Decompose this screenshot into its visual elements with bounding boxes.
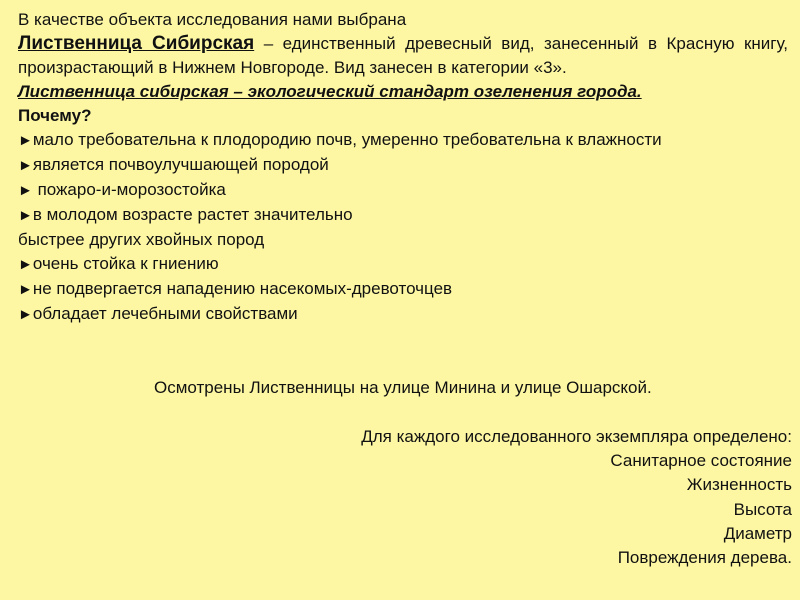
bullet-arrow-icon: ► — [18, 207, 33, 224]
list-item: ►в молодом возрасте растет значительно — [18, 205, 353, 224]
intro-text: В качестве объекта исследования нами выбрана — [18, 10, 407, 29]
determined-item: Повреждения дерева. — [617, 548, 792, 568]
list-item: ►мало требовательна к плодородию почв, умеренно требовательна к влажности — [18, 130, 662, 149]
list-item: ► пожаро-и-морозостойка — [18, 180, 226, 199]
bullet-arrow-icon: ► — [18, 256, 33, 273]
species-name: Лиственница Сибирская — [18, 33, 255, 54]
bullet-arrow-icon: ► — [18, 132, 33, 149]
bullet-arrow-icon: ► — [18, 157, 33, 174]
subtitle: Лиственница сибирская – экологический стандарт озеленения города. — [18, 82, 642, 101]
list-item: ►является почвоулучшающей породой — [18, 155, 329, 174]
list-item: ►очень стойка к гниению — [18, 254, 219, 273]
bullet-arrow-icon: ► — [18, 306, 33, 323]
determined-item: Высота — [733, 499, 792, 519]
list-item: ►обладает лечебными свойствами — [18, 304, 298, 323]
why-heading: Почему? — [18, 106, 92, 125]
bullet-arrow-icon: ► — [18, 281, 33, 298]
determined-item: Санитарное состояние — [610, 451, 792, 471]
determined-title: Для каждого исследованного экземпляра определено: — [361, 427, 792, 446]
determined-item: Жизненность — [686, 475, 792, 495]
species-description: – единственный древесный вид, занесенный в Красную книгу, произрастающий в Нижнем Новгороде. Вид занесен в категории «3». — [18, 34, 788, 77]
bullet-arrow-icon: ► — [18, 182, 33, 199]
species-paragraph — [18, 32, 788, 80]
slide-body — [18, 8, 788, 327]
list-item-continuation: быстрее других хвойных пород — [18, 230, 265, 249]
observed-text: Осмотрены Лиственницы на улице Минина и улице Ошарской. — [154, 378, 652, 397]
list-item: ►не подвергается нападению насекомых-древоточцев — [18, 279, 453, 298]
determined-item: Диаметр — [723, 523, 792, 543]
determined-block — [361, 425, 792, 570]
